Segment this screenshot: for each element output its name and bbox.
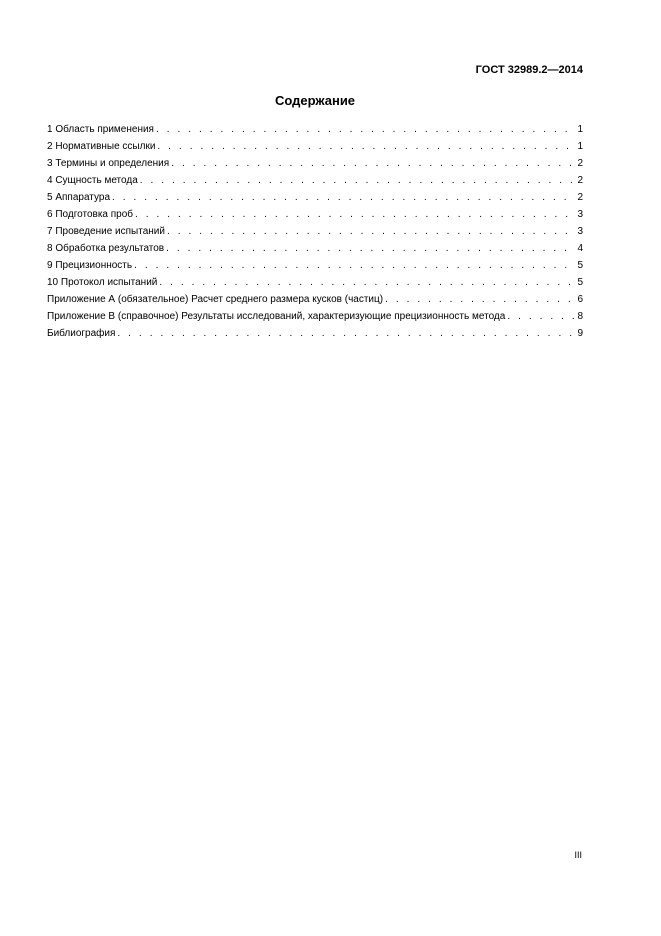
toc-entry-page: 2 bbox=[577, 192, 583, 203]
dot-leader bbox=[166, 240, 575, 257]
toc-entry-label: 7 Проведение испытаний bbox=[47, 226, 165, 237]
dot-leader bbox=[156, 121, 575, 138]
toc-entry-label: 2 Нормативные ссылки bbox=[47, 141, 156, 152]
toc-entry-label: Приложение А (обязательное) Расчет среднего размера кусков (частиц) bbox=[47, 294, 384, 305]
dot-leader bbox=[159, 274, 575, 291]
dot-leader bbox=[167, 223, 575, 240]
toc-entry-label: 3 Термины и определения bbox=[47, 158, 170, 169]
toc-entry-label: 8 Обработка результатов bbox=[47, 243, 165, 254]
table-of-contents bbox=[47, 121, 583, 342]
toc-entry-4[interactable] bbox=[47, 172, 583, 189]
dot-leader bbox=[134, 257, 575, 274]
toc-entry-page: 2 bbox=[577, 175, 583, 186]
toc-entry-5[interactable] bbox=[47, 189, 583, 206]
toc-entry-page: 5 bbox=[577, 277, 583, 288]
toc-entry-page: 5 bbox=[577, 260, 583, 271]
toc-entry-page: 4 bbox=[577, 243, 583, 254]
toc-entry-label: Приложение В (справочное) Результаты исследований, характеризующие прецизионность метода bbox=[47, 311, 506, 322]
toc-entry-2[interactable] bbox=[47, 138, 583, 155]
toc-entry-6[interactable] bbox=[47, 206, 583, 223]
toc-entry-10[interactable] bbox=[47, 274, 583, 291]
dot-leader bbox=[507, 308, 575, 325]
dot-leader bbox=[140, 172, 576, 189]
toc-entry-label: Библиография bbox=[47, 328, 116, 339]
dot-leader bbox=[385, 291, 575, 308]
toc-entry-page: 8 bbox=[577, 311, 583, 322]
toc-entry-label: 9 Прецизионность bbox=[47, 260, 133, 271]
toc-title: Содержание bbox=[274, 93, 356, 108]
toc-entry-3[interactable] bbox=[47, 155, 583, 172]
toc-entry-page: 1 bbox=[577, 124, 583, 135]
toc-entry-9[interactable] bbox=[47, 257, 583, 274]
toc-entry-appendix-a[interactable] bbox=[47, 291, 583, 308]
page-number: III bbox=[574, 850, 582, 860]
dot-leader bbox=[157, 138, 575, 155]
document-code: ГОСТ 32989.2—2014 bbox=[475, 64, 583, 76]
toc-entry-bibliography[interactable] bbox=[47, 325, 583, 342]
toc-entry-label: 4 Сущность метода bbox=[47, 175, 138, 186]
toc-entry-8[interactable] bbox=[47, 240, 583, 257]
toc-entry-appendix-b[interactable] bbox=[47, 308, 583, 325]
dot-leader bbox=[112, 189, 575, 206]
toc-entry-label: 10 Протокол испытаний bbox=[47, 277, 158, 288]
dot-leader bbox=[171, 155, 575, 172]
toc-entry-page: 2 bbox=[577, 158, 583, 169]
toc-entry-page: 9 bbox=[577, 328, 583, 339]
toc-entry-page: 3 bbox=[577, 226, 583, 237]
toc-entry-page: 3 bbox=[577, 209, 583, 220]
dot-leader bbox=[117, 325, 575, 342]
toc-entry-7[interactable] bbox=[47, 223, 583, 240]
toc-entry-page: 6 bbox=[577, 294, 583, 305]
toc-entry-label: 1 Область применения bbox=[47, 124, 154, 135]
dot-leader bbox=[135, 206, 575, 223]
toc-entry-label: 6 Подготовка проб bbox=[47, 209, 134, 220]
toc-entry-label: 5 Аппаратура bbox=[47, 192, 111, 203]
toc-entry-page: 1 bbox=[577, 141, 583, 152]
toc-entry-1[interactable] bbox=[47, 121, 583, 138]
